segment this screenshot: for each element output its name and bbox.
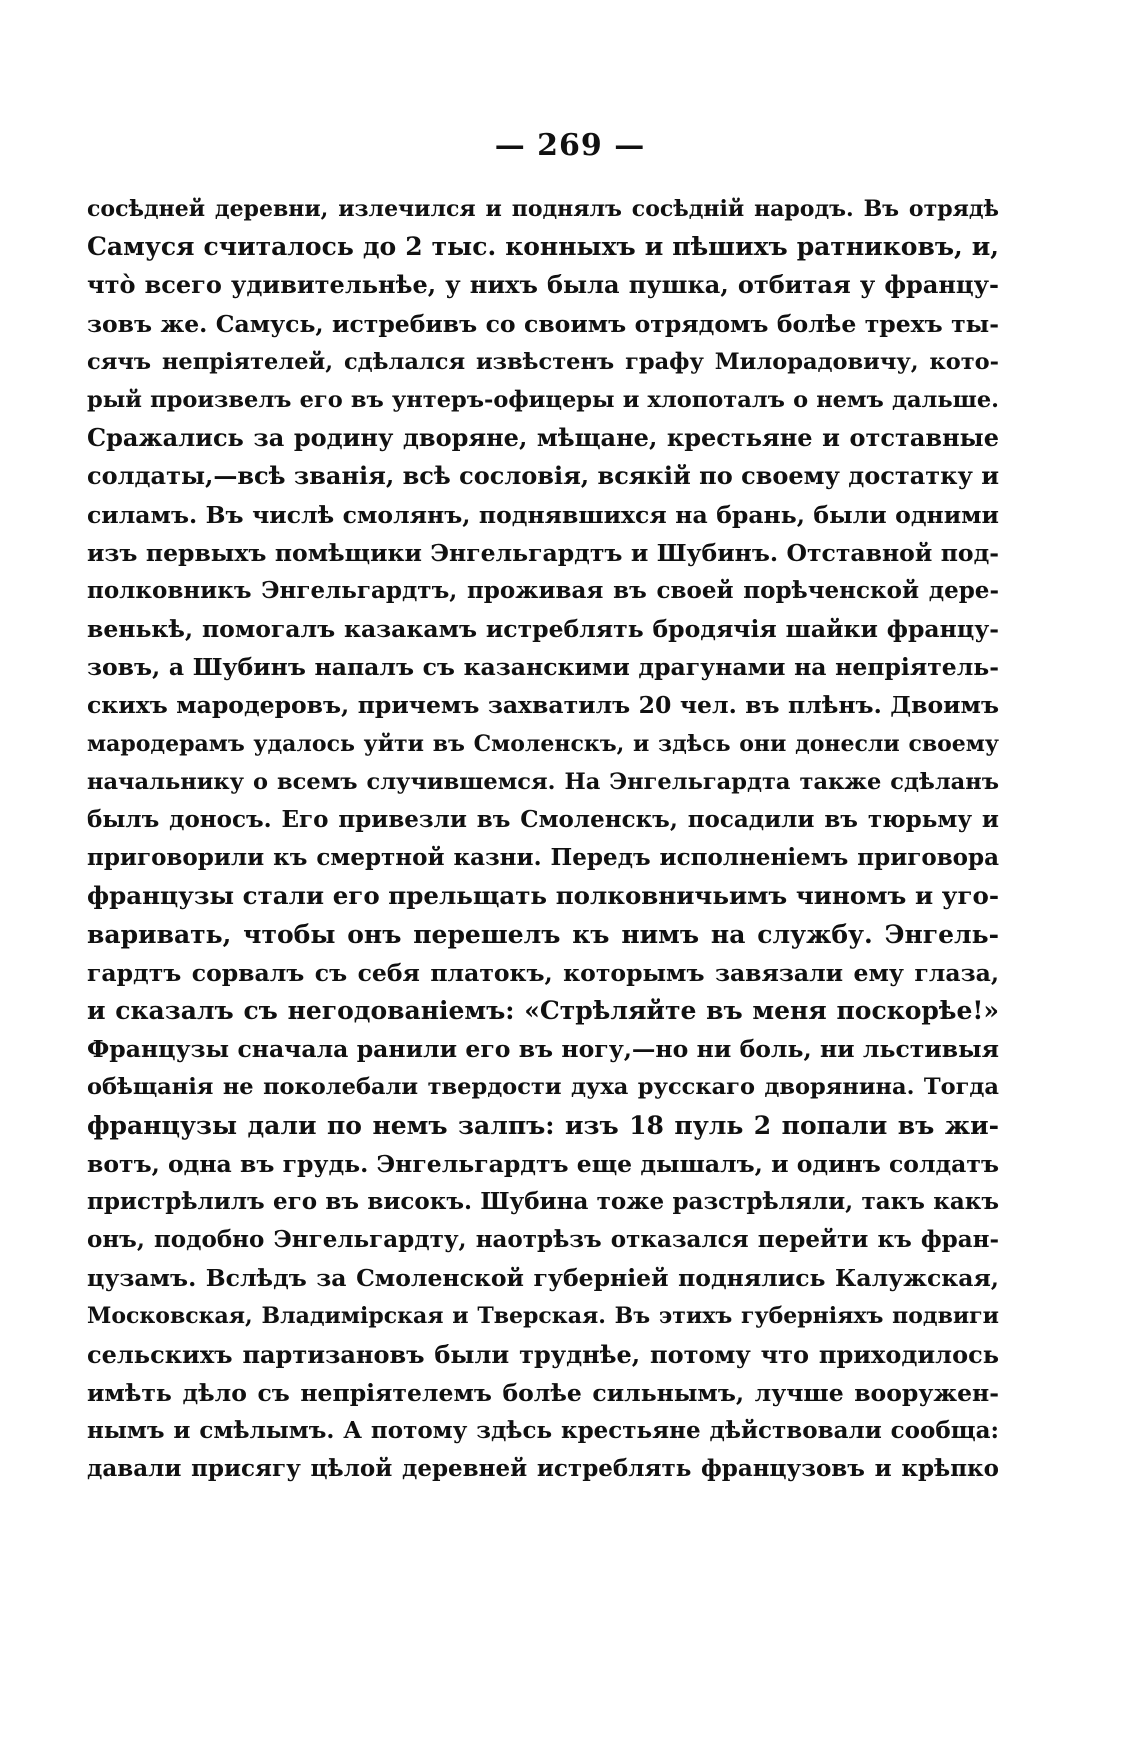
text-line: силамъ. Въ числѣ смолянъ, поднявшихся на брань, были одними: [87, 500, 999, 529]
text-line: сосѣдней деревни, излечился и поднялъ сосѣднiй народъ. Въ отрядѣ: [87, 196, 999, 222]
text-line: приговорили къ смертной казни. Передъ исполненiемъ приговора: [87, 844, 999, 872]
text-line: нымъ и смѣлымъ. А потому здѣсь крестьяне дѣйствовали сообща:: [87, 1417, 999, 1444]
text-line: французы дали по немъ залпъ: изъ 18 пуль 2 попали въ жи-: [87, 1110, 999, 1140]
text-line: венькѣ, помогалъ казакамъ истреблять бродячiя шайки францу-: [87, 615, 999, 644]
text-line: цузамъ. Вслѣдъ за Смоленской губернiей поднялись Калужская,: [87, 1264, 999, 1293]
text-line: мародерамъ удалось уйти въ Смоленскъ, и здѣсь они донесли своему: [87, 730, 999, 757]
text-line: Московская, Владимiрская и Тверская. Въ этихъ губернiяхъ подвиги: [87, 1303, 999, 1330]
text-line: пристрѣлилъ его въ високъ. Шубина тоже разстрѣляли, такъ какъ: [87, 1187, 999, 1215]
text-line: скихъ мародеровъ, причемъ захватилъ 20 чел. въ плѣнъ. Двоимъ: [87, 691, 999, 720]
text-line: имѣть дѣло съ непрiятелемъ болѣе сильнымъ, лучше вооружен-: [87, 1378, 999, 1407]
text-line: Французы сначала ранили его въ ногу,—но ни боль, ни льстивыя: [87, 1035, 999, 1064]
text-line: давали присягу цѣлой деревней истреблять французовъ и крѣпко: [87, 1455, 999, 1483]
text-line: рый произвелъ его въ унтеръ-офицеры и хлопоталъ о немъ дальше.: [87, 386, 999, 413]
text-line: Самуся считалось до 2 тыс. конныхъ и пѣшихъ ратниковъ, и,: [87, 232, 999, 262]
text-line: вотъ, одна въ грудь. Энгельгардтъ еще дышалъ, и одинъ солдатъ: [87, 1149, 999, 1178]
text-line: зовъ же. Самусь, истребивъ со своимъ отрядомъ болѣе трехъ ты-: [87, 309, 999, 338]
text-line: полковникъ Энгельгардтъ, проживая въ своей порѣченской дере-: [87, 576, 999, 604]
text-line: изъ первыхъ помѣщики Энгельгардтъ и Шубинъ. Отставной под-: [87, 538, 999, 567]
page-number: — 269 —: [494, 128, 646, 163]
text-line: Сражались за родину дворяне, мѣщане, крестьяне и отставные: [87, 423, 999, 453]
text-line: что̀ всего удивительнѣе, у нихъ была пушка, отбитая у францу-: [87, 270, 999, 300]
text-line: и сказалъ съ негодованiемъ: «Стрѣляйте въ меня поскорѣе!»: [87, 995, 999, 1025]
body-text: [87, 190, 999, 1488]
text-line: сячъ непрiятелей, сдѣлался извѣстенъ графу Милорадовичу, кото-: [87, 348, 999, 375]
text-line: начальнику о всемъ случившемся. На Энгельгардта также сдѣланъ: [87, 768, 999, 795]
text-line: онъ, подобно Энгельгардту, наотрѣзъ отказался перейти къ фран-: [87, 1226, 999, 1254]
text-line: варивать, чтобы онъ перешелъ къ нимъ на службу. Энгель-: [87, 919, 999, 949]
text-line: сельскихъ партизановъ были труднѣе, потому что приходилось: [87, 1339, 999, 1369]
text-line: былъ доносъ. Его привезли въ Смоленскъ, посадили въ тюрьму и: [87, 806, 999, 833]
text-line: французы стали его прельщать полковничьимъ чиномъ и уго-: [87, 881, 999, 911]
text-line: обѣщанiя не поколебали твердости духа русскаго дворянина. Тогда: [87, 1074, 999, 1101]
text-line: солдаты,—всѣ званiя, всѣ сословiя, всякiй по своему достатку и: [87, 461, 999, 491]
text-line: гардтъ сорвалъ съ себя платокъ, которымъ завязали ему глаза,: [87, 958, 999, 987]
text-line: зовъ, а Шубинъ напалъ съ казанскими драгунами на непрiятель-: [87, 653, 999, 682]
